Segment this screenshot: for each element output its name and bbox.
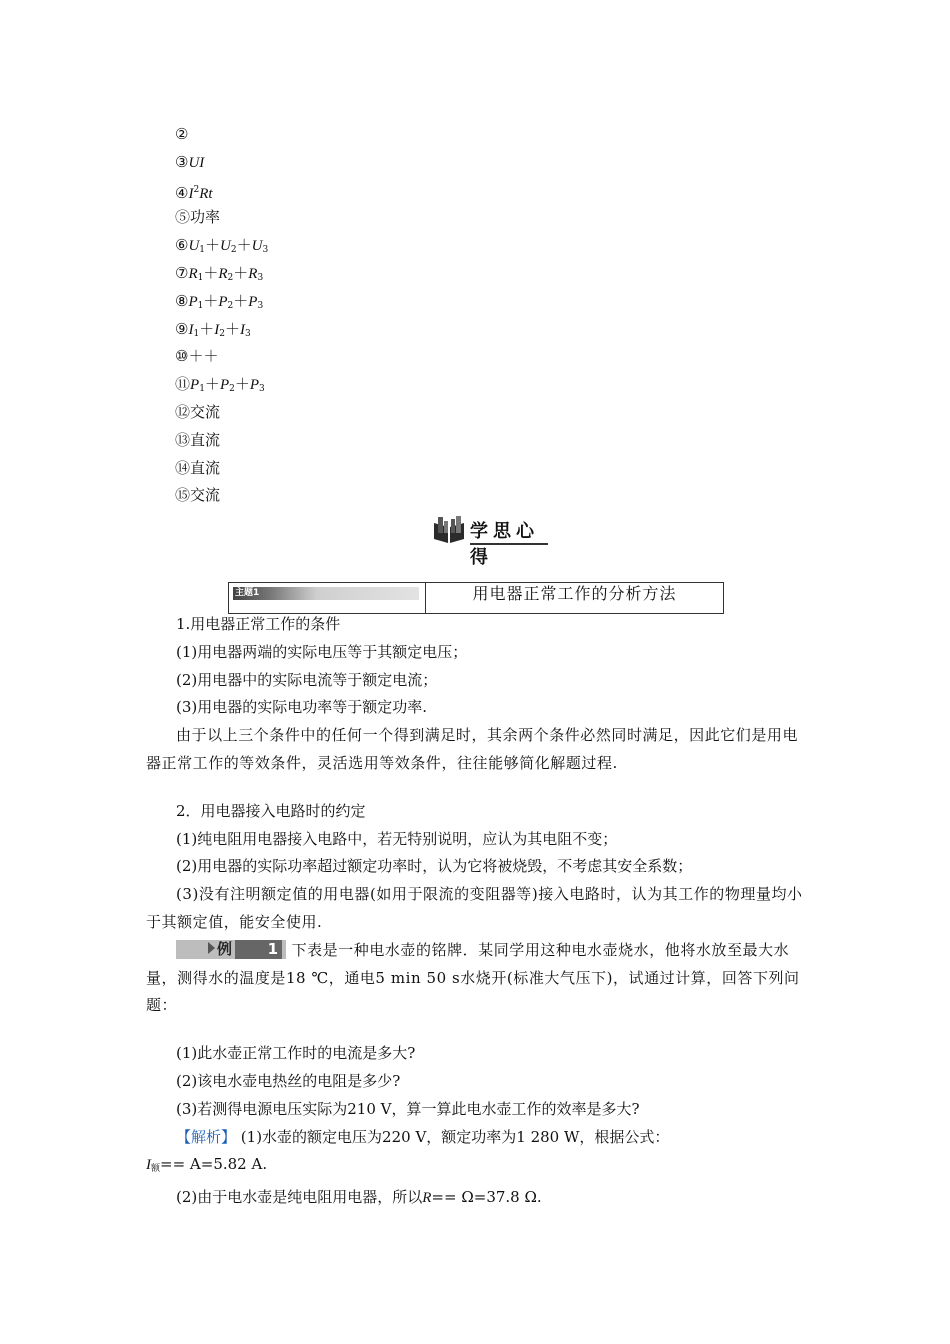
banner-title: 学思心得 (470, 521, 539, 568)
answer-item: $⑨I_1+I_2+I_3$ (175, 319, 251, 339)
open-book-icon (432, 513, 466, 547)
question-1: (1)此水壶正常工作时的电流是多大? (176, 1044, 416, 1063)
banner-underline (470, 543, 548, 545)
topic-tag: 主题1 (235, 588, 260, 598)
solution-line-2: $I_额== A=5.82$ A. (146, 1155, 268, 1175)
answer-item: $④I^2Rt$ (175, 183, 213, 202)
question-3: (3)若测得电源电压实际为210 V，算一算此电水壶工作的效率是多大? (176, 1099, 640, 1118)
answer-item: ③UI (175, 152, 205, 171)
section2-heading: 2．用电器接入电路时的约定 (176, 801, 366, 820)
example-badge: 例 1 (176, 940, 286, 959)
play-arrow-icon (208, 942, 215, 954)
solution-label: 【解析】 (176, 1127, 237, 1146)
example-text: 下表是一种电水壶的铭牌．某同学用这种电水壶烧水，他将水放至最大水量，测得水的温度是18 ℃，通电5 min 50 s水烧开(标准大气压下)，试通过计算，回答下列问题： (146, 940, 800, 1015)
topic-table (228, 582, 724, 614)
section2-item-2: (2)用电器的实际功率超过额定功率时，认为它将被烧毁，不考虑其安全系数； (176, 857, 693, 876)
section1-heading: 1.用电器正常工作的条件 (176, 615, 341, 633)
answer-item: $⑥U_1+U_2+U_3$ (175, 236, 269, 256)
answer-item: ⑩＋＋ (175, 347, 219, 366)
section1-paragraph: 由于以上三个条件中的任何一个得到满足时，其余两个条件必然同时满足，因此它们是用电器正常工作的等效条件，灵活选用等效条件，往往能够简化解题过程. (146, 726, 799, 772)
content-body (146, 611, 810, 1213)
section1-item-1: (1)用电器两端的实际电压等于其额定电压； (176, 642, 468, 661)
answer-item: ⑮交流 (175, 486, 221, 505)
answer-item: $⑧P_1+P_2+P_3$ (175, 291, 264, 311)
answer-item: ⑤功率 (175, 208, 221, 227)
section2-paragraph: (3)没有注明额定值的用电器(如用于限流的变阻器等)接入电路时，认为其工作的物理量均小于其额定值，能安全使用. (146, 885, 803, 931)
solution-line-1: 【解析】 (1)水壶的额定电压为220 V，额定功率为1 280 W，根据公式： (176, 1127, 670, 1146)
answer-item: $⑦R_1+R_2+R_3$ (175, 263, 264, 283)
example-block (146, 937, 810, 1020)
answer-item: ⑫交流 (175, 402, 221, 421)
section2-item-1: (1)纯电阻用电器接入电路中，若无特别说明，应认为其电阻不变； (176, 829, 618, 848)
answer-item: ⑬直流 (175, 430, 221, 449)
answer-item: ⑭直流 (175, 458, 221, 477)
answer-item: ② (175, 125, 189, 143)
section1-item-2: (2)用电器中的实际电流等于额定电流； (176, 670, 438, 689)
topic-tag-cell (229, 583, 426, 613)
answer-item: $⑪P_1+P_2+P_3$ (175, 375, 265, 395)
question-2: (2)该电水壶电热丝的电阻是多少? (176, 1071, 401, 1090)
solution-line-3: (2)由于电水壶是纯电阻用电器，所以R== Ω=37.8 Ω. (176, 1188, 542, 1207)
topic-tag-bar (233, 587, 419, 600)
section1-item-3: (3)用电器的实际电功率等于额定功率. (176, 698, 428, 717)
answer-list (175, 121, 268, 510)
topic-title: 用电器正常工作的分析方法 (472, 584, 677, 603)
section-banner (432, 513, 550, 568)
